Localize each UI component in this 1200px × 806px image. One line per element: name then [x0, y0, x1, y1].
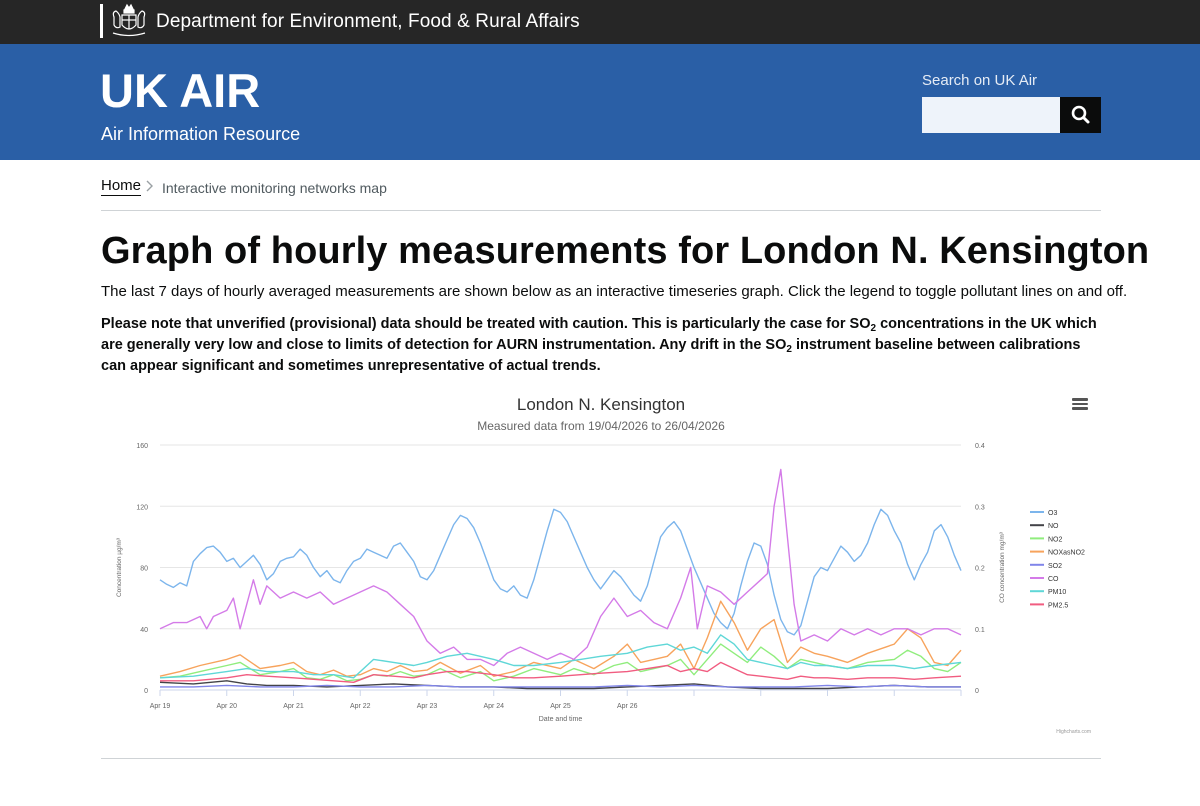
page-title: Graph of hourly measurements for London N. Kensington: [101, 230, 1150, 272]
search-button[interactable]: [1060, 97, 1101, 133]
x-axis-tick-label: Apr 19: [149, 703, 171, 710]
legend-item-label[interactable]: NOXasNO2: [1048, 549, 1085, 557]
chart-context-menu-button[interactable]: [1069, 396, 1091, 414]
caution-note-part-2: concentrations in the UK which are generally very low and close to limits of detection for AURN instrumentation. Any drift in the SO: [101, 316, 1097, 353]
legend-item-label[interactable]: PM10: [1048, 589, 1067, 597]
caution-note-part-1: Please note that unverified (provisional) data should be treated with caution. This is particularly the case for SO: [101, 316, 871, 332]
y2-axis-title: CO concentration mg/m³: [999, 532, 1006, 603]
y-axis-title: Concentration µg/m³: [116, 537, 123, 598]
x-axis-title: Date and time: [538, 716, 583, 723]
y-axis-tick-label: 0: [144, 688, 148, 695]
breadcrumb-divider: [101, 210, 1101, 211]
x-axis-tick-label: Apr 26: [616, 703, 638, 710]
intro-text: The last 7 days of hourly averaged measurements are shown below as an interactive timeseries graph. Click the legend to toggle pollutant lines on and off.: [101, 283, 1128, 300]
hamburger-menu-icon-bar: [1072, 398, 1088, 401]
x-axis-tick-label: Apr 22: [349, 703, 371, 710]
legend-item-label[interactable]: NO: [1048, 523, 1059, 531]
chart-canvas: [101, 386, 1101, 740]
breadcrumb-current: Interactive monitoring networks map: [162, 180, 387, 196]
breadcrumb-home-link[interactable]: Home: [101, 177, 142, 194]
x-axis-tick-label: Apr 20: [216, 703, 238, 710]
y-axis-tick-label: 80: [140, 565, 148, 573]
series-line-o3[interactable]: [160, 509, 961, 635]
chart-subtitle: Measured data from 19/04/2026 to 26/04/2026: [477, 419, 725, 433]
site-subtitle: Air Information Resource: [101, 124, 301, 144]
footer-divider: [101, 758, 1101, 759]
y2-axis-tick-label: 0.3: [975, 504, 985, 512]
chart-title: London N. Kensington: [516, 395, 686, 414]
y2-axis-tick-label: 0: [975, 688, 979, 695]
legend-item-label[interactable]: SO2: [1048, 562, 1063, 570]
caution-note-part-3: instrument baseline between calibrations can appear significant and sometimes unrepresentative of actual trends.: [101, 337, 1081, 374]
hamburger-menu-icon-bar: [1072, 403, 1088, 406]
chart-credits-link[interactable]: Highcharts.com: [1056, 729, 1091, 735]
y2-axis-tick-label: 0.2: [975, 565, 985, 573]
search-input[interactable]: [922, 97, 1060, 133]
header-divider: [100, 4, 103, 38]
search-label: Search on UK Air: [922, 72, 1038, 89]
y-axis-tick-label: 120: [136, 504, 148, 512]
series-line-noxasno2[interactable]: [160, 601, 961, 676]
department-name[interactable]: Department for Environment, Food & Rural Affairs: [156, 11, 580, 32]
gov-header: [0, 0, 1200, 44]
legend-item-label[interactable]: O3: [1048, 510, 1058, 517]
caution-note: [101, 314, 1101, 377]
x-axis-tick-label: Apr 24: [483, 703, 505, 710]
search-icon: [1060, 97, 1101, 133]
so2-subscript: 2: [870, 323, 877, 334]
y-axis-tick-label: 40: [140, 626, 148, 634]
x-axis-tick-label: Apr 21: [283, 703, 304, 710]
site-header: [0, 44, 1200, 160]
x-axis-tick-label: Apr 25: [550, 703, 571, 710]
y2-axis-tick-label: 0.1: [975, 626, 985, 634]
hamburger-menu-icon-bar: [1072, 407, 1088, 410]
series-line-pm10[interactable]: [160, 635, 961, 678]
legend-item-label[interactable]: PM2.5: [1048, 602, 1069, 610]
chevron-right-icon: [143, 176, 157, 196]
y-axis-tick-label: 160: [136, 443, 148, 450]
x-axis-tick-label: Apr 23: [416, 703, 438, 710]
site-title[interactable]: UK AIR: [100, 64, 261, 117]
so2-subscript: 2: [786, 344, 792, 355]
timeseries-chart: [101, 386, 1101, 740]
legend-item-label[interactable]: NO2: [1048, 536, 1063, 544]
y2-axis-tick-label: 0.4: [975, 443, 985, 450]
legend-item-label[interactable]: CO: [1048, 576, 1059, 583]
royal-coat-of-arms-icon[interactable]: [108, 3, 150, 39]
